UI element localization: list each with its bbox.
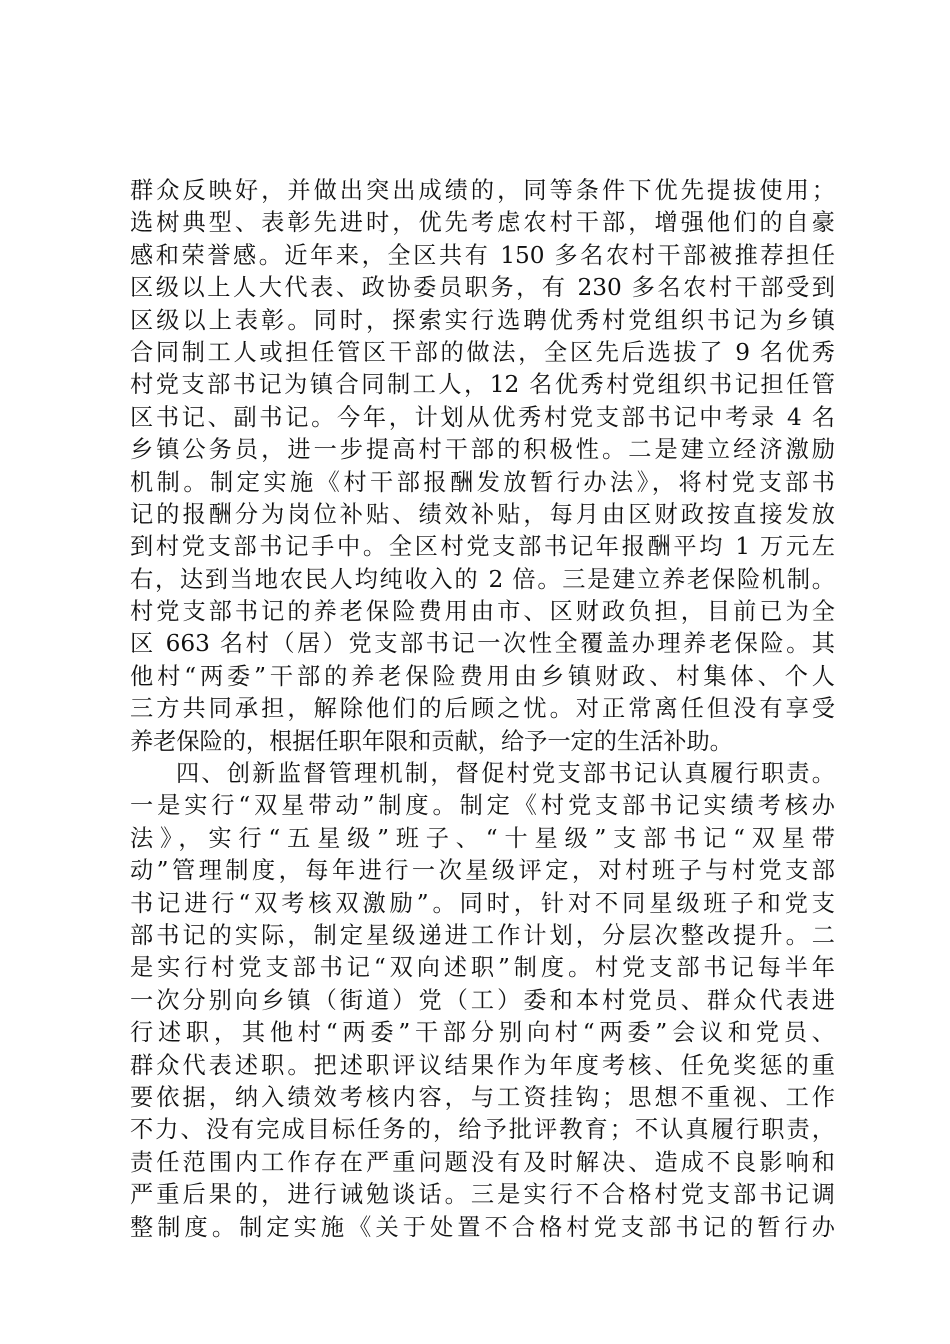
text-line: 区 663 名村（居）党支部书记一次性全覆盖办理养老保险。其 (130, 630, 835, 658)
text-line: 乡镇公务员，进一步提高村干部的积极性。二是建立经济激励 (130, 436, 835, 464)
text-line: 村党支部书记的养老保险费用由市、区财政负担，目前已为全 (130, 598, 835, 626)
text-line: 机制。制定实施《村干部报酬发放暂行办法》，将村党支部书 (130, 468, 835, 496)
text-line: 一次分别向乡镇（街道）党（工）委和本村党员、群众代表进 (130, 986, 835, 1014)
text-line: 区级以上人大代表、政协委员职务，有 230 多名农村干部受到 (130, 274, 835, 302)
text-line: 严重后果的，进行诫勉谈话。三是实行不合格村党支部书记调 (130, 1181, 835, 1209)
text-line: 一是实行“双星带动”制度。制定《村党支部书记实绩考核办 (130, 792, 835, 820)
text-line: 三方共同承担，解除他们的后顾之忧。对正常离任但没有享受 (130, 695, 835, 723)
paragraph-end-line: 养老保险的，根据任职年限和贡献，给予一定的生活补助。 (130, 727, 733, 755)
text-line: 记的报酬分为岗位补贴、绩效补贴，每月由区财政按直接发放 (130, 500, 835, 528)
text-line: 感和荣誉感。近年来，全区共有 150 多名农村干部被推荐担任 (130, 241, 835, 269)
text-line: 是实行村党支部书记“双向述职”制度。村党支部书记每半年 (130, 954, 835, 982)
text-line: 动”管理制度，每年进行一次星级评定，对村班子与村党支部 (130, 857, 835, 885)
section-heading-line: 四、创新监督管理机制，督促村党支部书记认真履行职责。 (176, 760, 835, 788)
text-line: 到村党支部书记手中。全区村党支部书记年报酬平均 1 万元左 (130, 533, 835, 561)
body-text (130, 175, 835, 1244)
text-line: 群众代表述职。把述职评议结果作为年度考核、任免奖惩的重 (130, 1051, 835, 1079)
text-line: 不力、没有完成目标任务的，给予批评教育；不认真履行职责， (130, 1116, 835, 1144)
text-line: 村党支部书记为镇合同制工人，12 名优秀村党组织书记担任管 (130, 371, 835, 399)
text-line: 区书记、副书记。今年，计划从优秀村党支部书记中考录 4 名 (130, 403, 835, 431)
text-line: 区级以上表彰。同时，探索实行选聘优秀村党组织书记为乡镇 (130, 306, 835, 334)
text-line: 行述职，其他村“两委”干部分别向村“两委”会议和党员、 (130, 1019, 835, 1047)
text-line: 合同制工人或担任管区干部的做法，全区先后选拔了 9 名优秀 (130, 338, 835, 366)
text-line: 右，达到当地农民人均纯收入的 2 倍。三是建立养老保险机制。 (130, 565, 835, 593)
text-line: 群众反映好，并做出突出成绩的，同等条件下优先提拔使用； (130, 177, 835, 204)
text-line: 整制度。制定实施《关于处置不合格村党支部书记的暂行办 (130, 1213, 835, 1241)
text-line: 部书记的实际，制定星级递进工作计划，分层次整改提升。二 (130, 921, 835, 949)
text-line: 要依据，纳入绩效考核内容，与工资挂钩；思想不重视、工作 (130, 1083, 835, 1111)
text-line: 选树典型、表彰先进时，优先考虑农村干部，增强他们的自豪 (130, 209, 835, 237)
text-line: 法》，实行“五星级”班子、“十星级”支部书记“双星带 (130, 824, 835, 852)
text-line: 书记进行“双考核双激励”。同时，针对不同星级班子和党支 (130, 889, 835, 917)
text-line: 责任范围内工作存在严重问题没有及时解决、造成不良影响和 (130, 1148, 835, 1176)
text-line: 他村“两委”干部的养老保险费用由乡镇财政、村集体、个人 (130, 662, 835, 690)
